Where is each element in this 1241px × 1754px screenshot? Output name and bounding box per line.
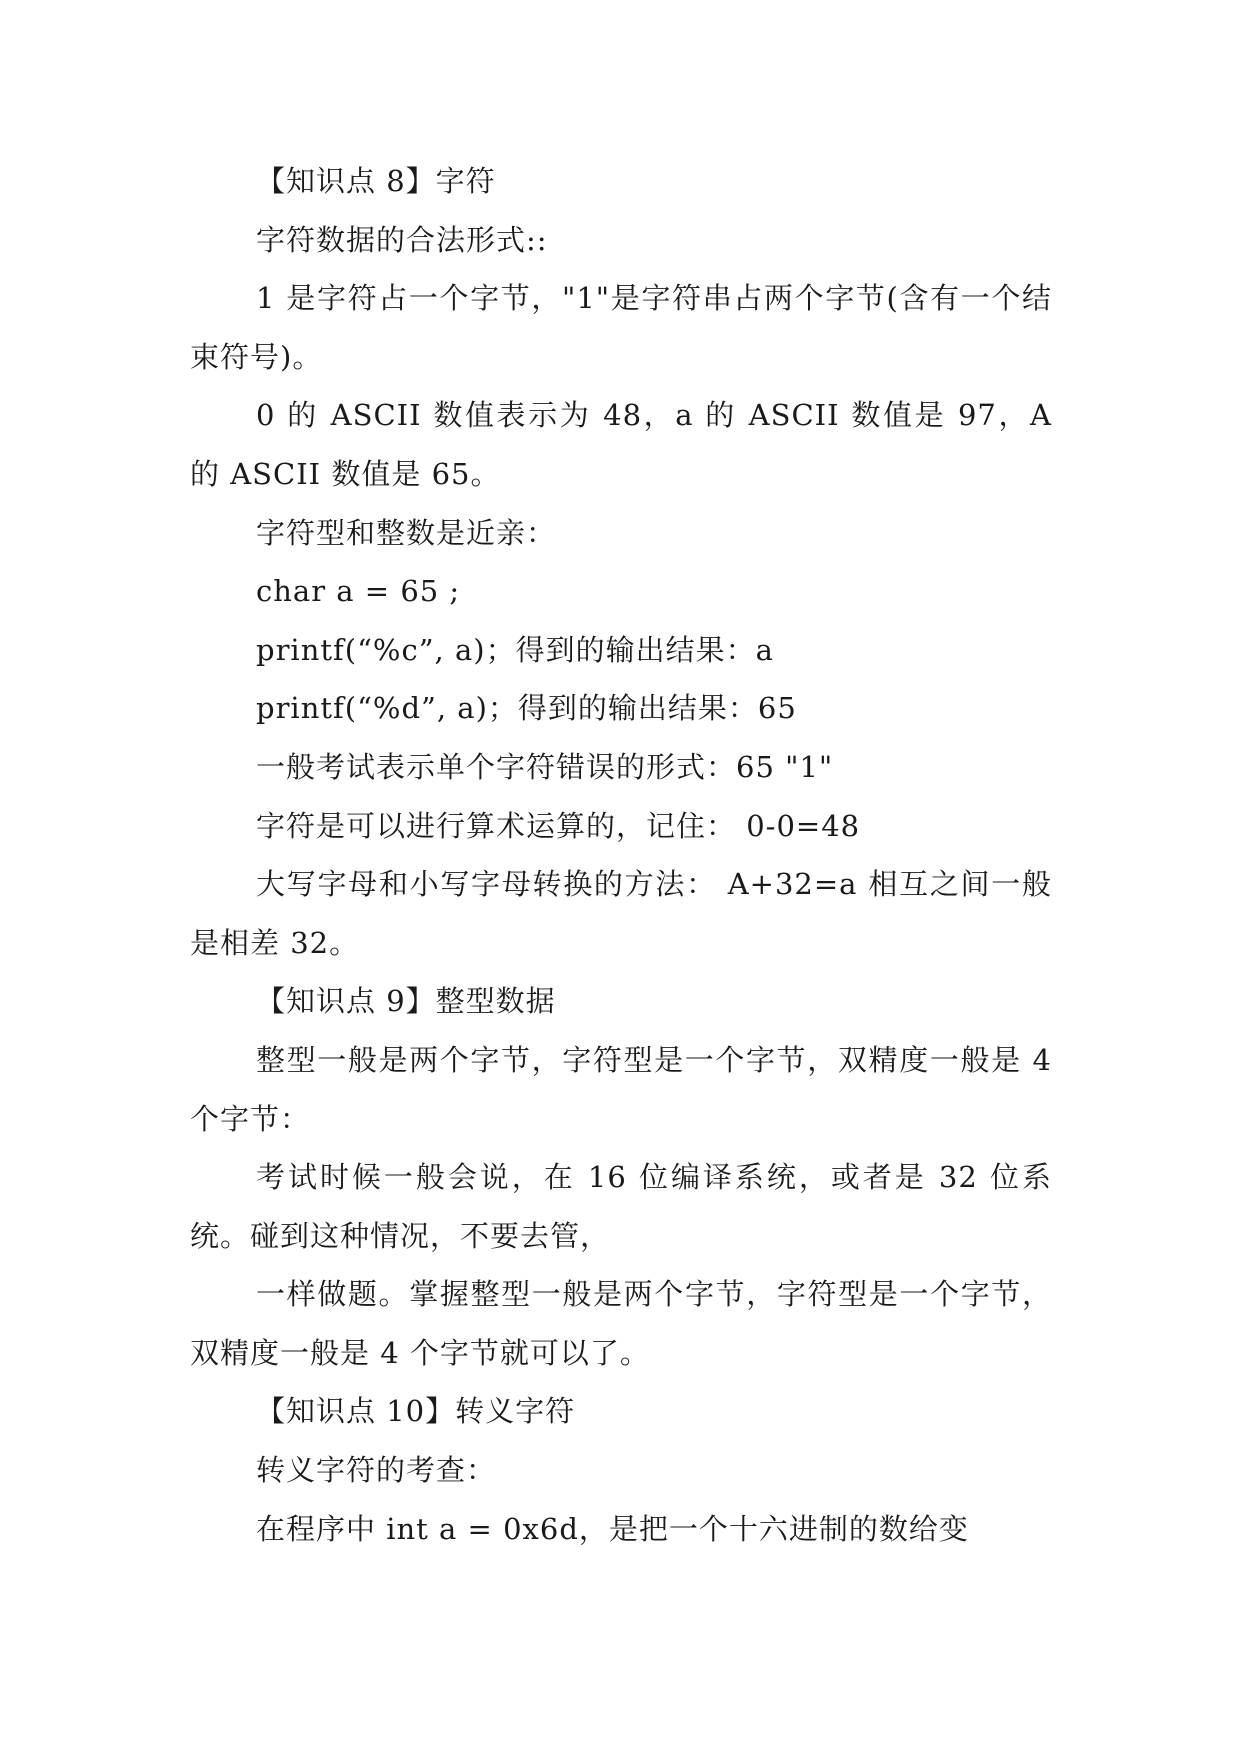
document-body — [190, 152, 1052, 1558]
paragraph-wrong-char-forms: 一般考试表示单个字符错误的形式：65 "1" — [256, 749, 834, 784]
heading-knowledge-point-8: 【知识点 8】字符 — [256, 164, 496, 198]
code-line-printf-c: printf(“%c”, a)；得到的输出结果：a — [256, 632, 774, 667]
paragraph-ascii-values: 0 的 ASCII 数值表示为 48，a 的 ASCII 数值是 97，A 的 ASCII 数值是 65。 — [190, 398, 1052, 491]
paragraph-hex-assignment: 在程序中 int a = 0x6d，是把一个十六进制的数给变 — [256, 1511, 969, 1546]
code-line-printf-d: printf(“%d”, a)；得到的输出结果：65 — [256, 691, 797, 726]
paragraph-char-and-int: 字符型和整数是近亲： — [256, 515, 557, 550]
paragraph-compiler-bits: 考试时候一般会说，在 16 位编译系统，或者是 32 位系统。碰到这种情况，不要去管， — [190, 1160, 1052, 1253]
paragraph-type-sizes: 整型一般是两个字节，字符型是一个字节，双精度一般是 4 个字节： — [190, 1042, 1052, 1136]
paragraph-char-legal-forms: 字符数据的合法形式:: — [256, 222, 548, 257]
paragraph-char-arithmetic: 字符是可以进行算术运算的，记住： 0-0=48 — [256, 808, 861, 843]
code-line-char-declaration: char a = 65 ; — [256, 574, 461, 609]
heading-knowledge-point-9: 【知识点 9】整型数据 — [256, 984, 556, 1019]
paragraph-char-vs-string: 1 是字符占一个字节，"1"是字符串占两个字节(含有一个结束符号)。 — [190, 281, 1052, 374]
paragraph-escape-chars: 转义字符的考查： — [256, 1453, 497, 1488]
heading-knowledge-point-10: 【知识点 10】转义字符 — [256, 1394, 576, 1429]
paragraph-case-conversion: 大写字母和小写字母转换的方法： A+32=a 相互之间一般是相差 32。 — [190, 867, 1052, 960]
paragraph-remember-sizes: 一样做题。掌握整型一般是两个字节，字符型是一个字节，双精度一般是 4 个字节就可以了。 — [190, 1277, 1052, 1370]
